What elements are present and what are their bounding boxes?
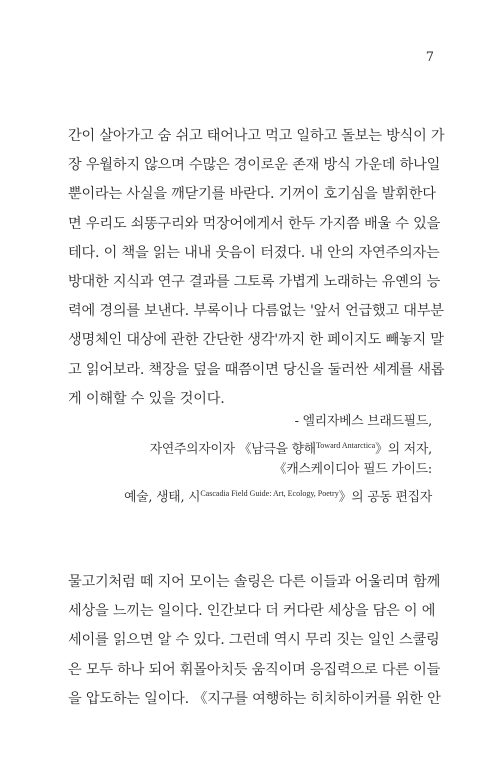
quote-paragraph — [68, 122, 445, 414]
text-line: 물고기처럼 떼 지어 모이는 솔링은 다른 이들과 어울리며 함께 — [68, 574, 441, 590]
text-line: 은 모두 하나 되어 휘몰아치듯 움직이며 응집력으로 다른 이들 — [68, 661, 441, 678]
quote-attribution — [124, 410, 432, 506]
text-line: 테다. 이 책을 읽는 내내 웃음이 터졌다. 내 안의 자연주의자는 — [68, 244, 440, 261]
text-line: 세이를 읽으면 알 수 있다. 그런데 역시 무리 짓는 일인 스쿨링 — [68, 632, 440, 649]
attribution-book-1 — [124, 434, 432, 458]
attribution-book-2-subtitle: 예술, 생태, 시 — [124, 490, 201, 505]
second-quote-paragraph — [68, 568, 440, 714]
text-line: 게 이해할 수 있을 것이다. — [68, 390, 225, 407]
text-line: 고 읽어보라. 책장을 덮을 때쯤이면 당신을 둘러싼 세계를 새롭 — [68, 361, 445, 378]
text-line: 간이 살아가고 숨 쉬고 태어나고 먹고 일하고 돌보는 방식이 가 — [68, 128, 445, 144]
text-line: 세상을 느끼는 일이다. 인간보다 더 커다란 세상을 담은 이 에 — [68, 603, 436, 620]
text-line: 생명체인 대상에 관한 간단한 생각'까지 한 페이지도 빼놓지 말 — [68, 332, 444, 349]
attribution-book-2 — [124, 482, 432, 506]
text-line: 면 우리도 쇠똥구리와 먹장어에게서 한두 가지쯤 배울 수 있을 — [68, 215, 441, 232]
attribution-book-1-original-title: Toward Antarctica — [315, 441, 376, 450]
attribution-book-1-suffix: 》의 저자, — [375, 442, 432, 457]
attribution-book-2-title: 《캐스케이디아 필드 가이드: — [273, 462, 432, 477]
attribution-book-2-original-title: Cascadia Field Guide: Art, Ecology, Poetry — [200, 489, 339, 498]
text-line: 방대한 지식과 연구 결과를 그토록 가볍게 노래하는 유옌의 능 — [68, 273, 441, 290]
text-line: 뿐이라는 사실을 깨닫기를 바란다. 기꺼이 호기심을 발휘한다 — [68, 186, 436, 203]
page-number: 7 — [425, 50, 434, 65]
attribution-book-2-suffix: 》의 공동 편집자 — [338, 490, 432, 505]
attribution-author: - 엘리자베스 브래드필드, — [294, 414, 432, 429]
text-line: 을 압도하는 일이다. 《지구를 여행하는 히치하이커를 위한 안 — [68, 690, 441, 707]
text-line: 장 우월하지 않으며 수많은 경이로운 존재 방식 가운데 하나일 — [68, 157, 441, 174]
text-line: 력에 경의를 보낸다. 부록이나 다름없는 '앞서 언급했고 대부분 — [68, 303, 444, 320]
attribution-book-1-title: 자연주의자이자 《남극을 향해 — [149, 442, 316, 457]
